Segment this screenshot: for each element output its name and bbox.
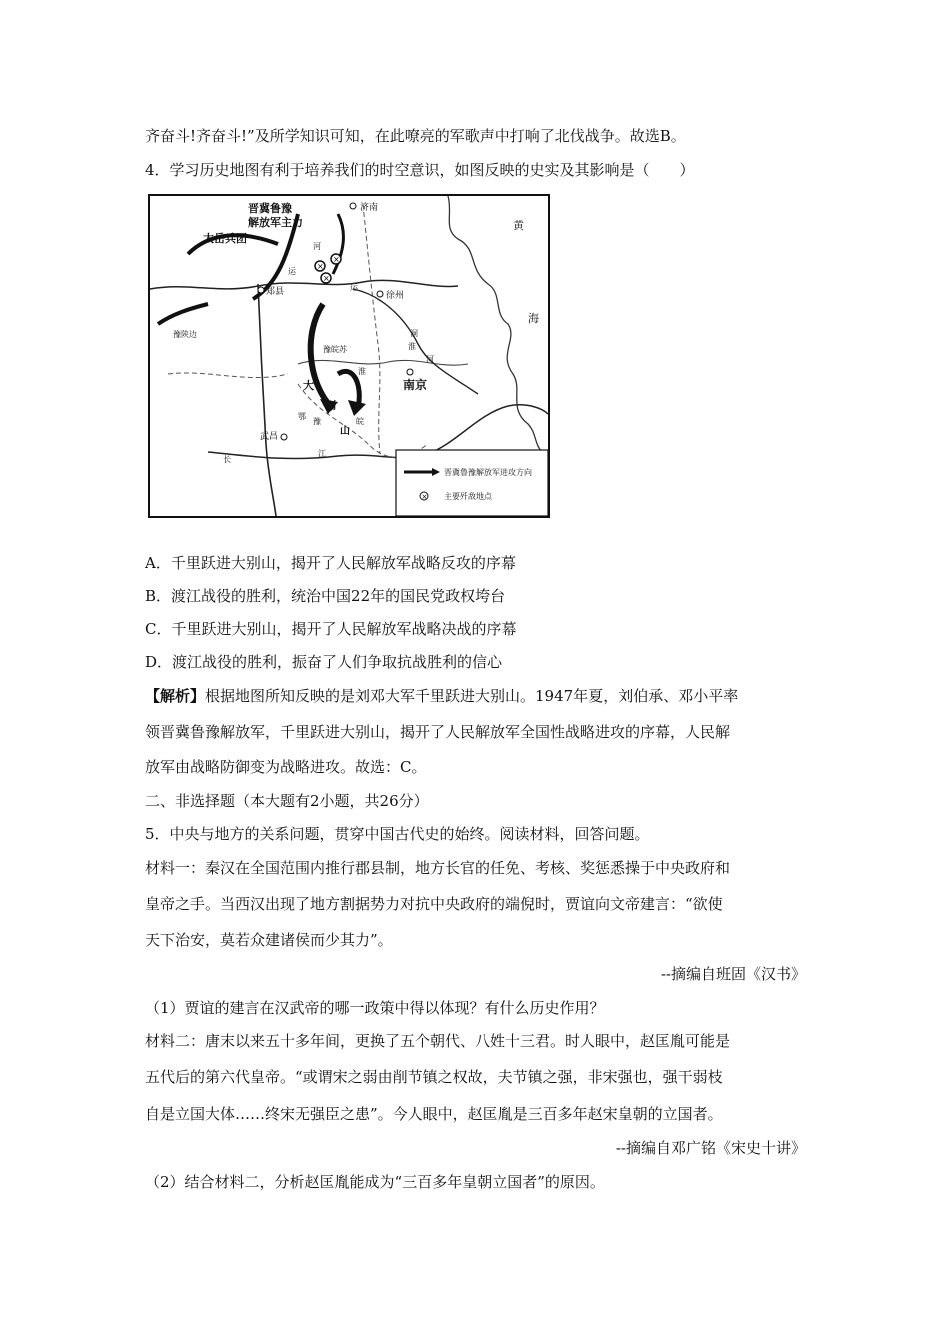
material-1: 天下治安，莫若众建诸侯而少其力”。 (145, 931, 393, 949)
svg-text:×: × (333, 255, 340, 264)
map-label: 长 (223, 455, 231, 464)
option-b: B．渡江战役的胜利，统治中国22年的国民党政权垮台 (145, 587, 506, 605)
material-2: 自是立国大体……终宋无强臣之患”。今人眼中，赵匡胤是三百多年赵宋皇朝的立国者。 (145, 1105, 723, 1123)
map-label: 南京 (403, 378, 428, 392)
option-d: D．渡江战役的胜利，振奋了人们争取抗战胜利的信心 (145, 653, 503, 671)
map-label: 运 (350, 283, 358, 292)
map-label: 山 (340, 426, 350, 437)
map-label: 别 (326, 401, 336, 412)
battle-marker-icon (420, 492, 428, 501)
map-label: 海 (528, 312, 539, 325)
map-label: 武昌 (260, 432, 279, 442)
analysis-text: 领晋冀鲁豫解放军，千里跃进大别山，揭开了人民解放军全国性战略进攻的序幕，人民解 (145, 723, 731, 741)
map-label: 晋冀鲁豫 (248, 202, 292, 215)
material-1-source: --摘编自班固《汉书》 (660, 965, 806, 983)
sub-question-2: （2）结合材料二，分析赵匡胤能成为“三百多年皇朝立国者”的原因。 (145, 1173, 605, 1191)
svg-text:×: × (317, 262, 324, 271)
material-2: 五代后的第六代皇帝。“或谓宋之弱由削节镇之权故，夫节镇之强，非宋强也，强干弱枝 (145, 1068, 723, 1086)
legend-label: 主要歼敌地点 (444, 492, 492, 501)
map-label: 运 (288, 267, 296, 276)
analysis-paragraph (145, 686, 738, 706)
battle-marker-icon (321, 273, 331, 283)
historical-map (148, 194, 550, 518)
map-legend (396, 450, 548, 516)
svg-text:×: × (323, 274, 330, 283)
city-marker (377, 291, 383, 297)
map-label: 豫陕边 (173, 330, 197, 339)
question-5: 5．中央与地方的关系问题，贯穿中国古代史的始终。阅读材料，回答问题。 (145, 825, 650, 843)
map-label: 河 (313, 242, 321, 251)
question-4: 4．学习历史地图有利于培养我们的时空意识，如图反映的史实及其影响是（ ） (145, 161, 695, 179)
legend-label: 晋冀鲁豫解放军进攻方向 (444, 468, 532, 477)
option-a: A．千里跃进大别山，揭开了人民解放军战略反攻的序幕 (145, 554, 516, 572)
map-label: 豫 (313, 417, 321, 426)
map-label: 鄂 (298, 412, 306, 421)
map-label: 洞 (410, 329, 418, 338)
material-1: 材料一：秦汉在全国范围内推行郡县制，地方长官的任免、考核、奖惩悉操于中央政府和 (145, 859, 731, 877)
map-label: 皖 (356, 417, 364, 426)
map-label: 河 (426, 355, 434, 364)
city-marker (258, 287, 264, 293)
city-marker (350, 203, 356, 209)
svg-text:×: × (421, 493, 428, 501)
section-heading: 二、非选择题（本大题有2小题，共26分） (145, 792, 429, 810)
sub-question-1: （1）贾谊的建言在汉武帝的哪一政策中得以体现？有什么历史作用？ (145, 999, 605, 1017)
material-2: 材料二：唐末以来五十多年间，更换了五个朝代、八姓十三君。时人眼中，赵匡胤可能是 (145, 1032, 731, 1050)
map-label: 解放军主力 (248, 216, 303, 229)
option-c: C．千里跃进大别山，揭开了人民解放军战略决战的序幕 (145, 620, 517, 638)
analysis-text: 根据地图所知反映的是刘邓大军千里跃进大别山。1947年夏，刘伯承、邓小平率 (205, 687, 739, 705)
battle-marker-icon (331, 254, 341, 264)
map-label: 黄 (513, 219, 524, 232)
analysis-tag: 【解析】 (145, 687, 206, 705)
map-label: 大 (303, 379, 314, 392)
text-line: 齐奋斗!齐奋斗!”及所学知识可知，在此嘹亮的军歌声中打响了北伐战争。故选B。 (145, 127, 686, 145)
material-2-source: --摘编自邓广铭《宋史十讲》 (615, 1139, 806, 1157)
analysis-text: 放军由战略防御变为战略进攻。故选：C。 (145, 758, 427, 776)
map-label: 江 (318, 449, 326, 458)
map-label: 济南 (360, 203, 379, 213)
material-1: 皇帝之手。当西汉出现了地方割据势力对抗中央政府的端倪时，贾谊向文帝建言：“欲使 (145, 895, 723, 913)
map-label: 豫皖苏 (323, 345, 347, 354)
map-label: 郑县 (266, 287, 285, 297)
city-marker (407, 369, 413, 375)
battle-marker-icon (315, 261, 325, 271)
map-label: 太岳兵团 (203, 232, 247, 245)
map-label: 徐州 (386, 291, 405, 301)
map-label: 淮 (358, 367, 366, 376)
map-label: 淮 (408, 342, 416, 351)
city-marker (281, 434, 287, 440)
